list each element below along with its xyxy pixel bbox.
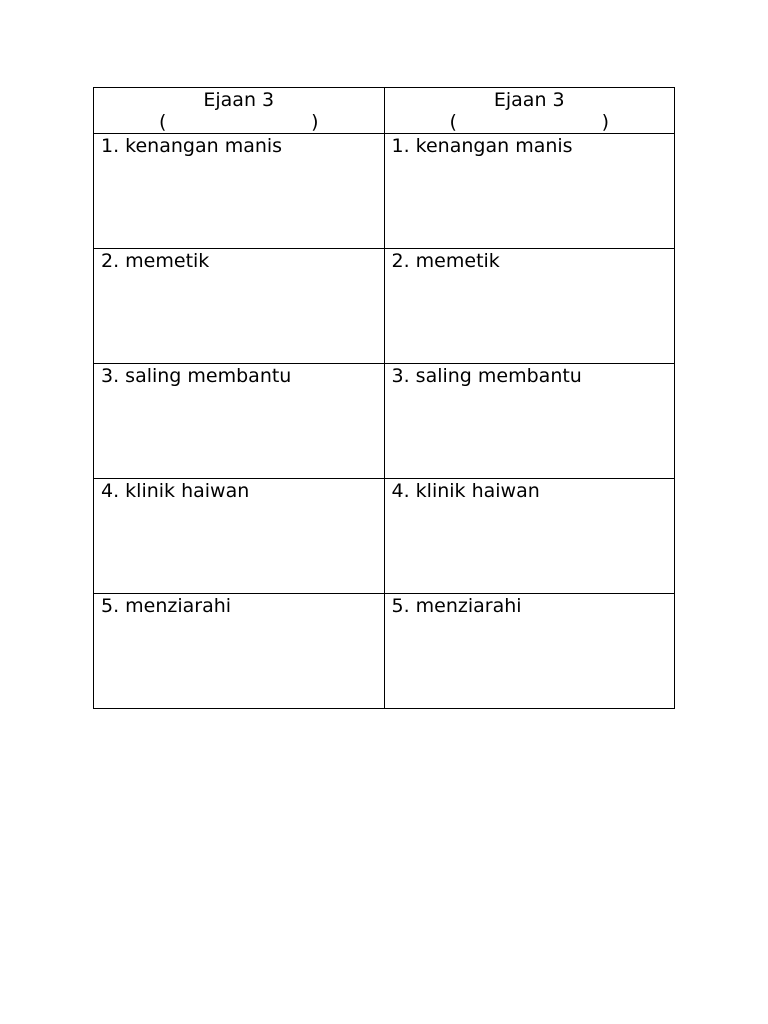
word-row [94,249,675,364]
close-parenthesis: ) [311,111,319,133]
word-row [94,364,675,479]
name-blank [94,111,384,133]
word-cell-left: 1. kenangan manis [94,134,385,249]
open-parenthesis: ( [449,111,457,133]
word-cell-right: 1. kenangan manis [384,134,675,249]
column-header-left [94,88,385,134]
spelling-table [93,87,675,709]
word-row [94,594,675,709]
word-cell-left: 5. menziarahi [94,594,385,709]
name-blank [385,111,675,133]
header-row [94,88,675,134]
word-cell-right: 4. klinik haiwan [384,479,675,594]
word-row [94,134,675,249]
word-cell-right: 3. saling membantu [384,364,675,479]
column-title: Ejaan 3 [203,89,275,111]
close-parenthesis: ) [601,111,609,133]
word-row [94,479,675,594]
word-cell-right: 5. menziarahi [384,594,675,709]
open-parenthesis: ( [159,111,167,133]
column-title: Ejaan 3 [493,89,565,111]
word-cell-left: 2. memetik [94,249,385,364]
word-cell-left: 4. klinik haiwan [94,479,385,594]
word-cell-left: 3. saling membantu [94,364,385,479]
column-header-right [384,88,675,134]
word-cell-right: 2. memetik [384,249,675,364]
